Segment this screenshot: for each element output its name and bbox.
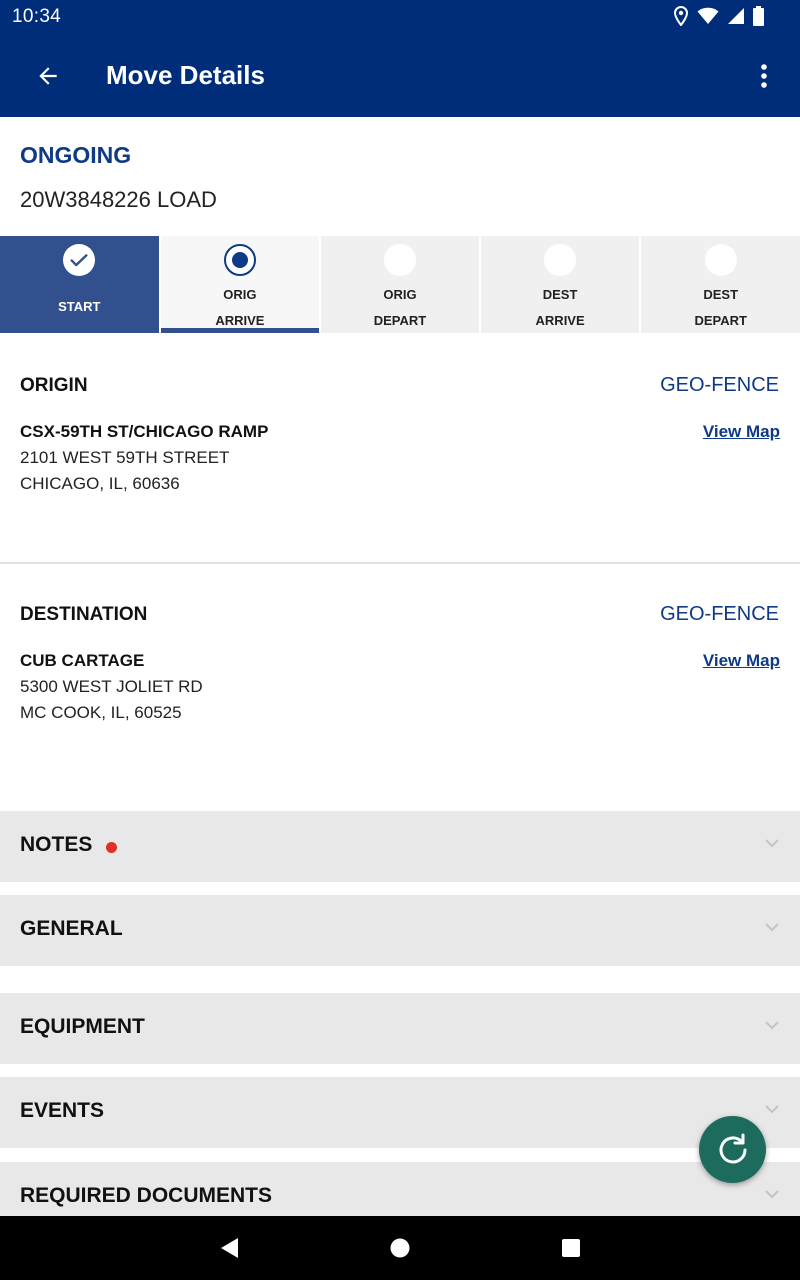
accordion-label: EQUIPMENT	[20, 1015, 145, 1038]
step-label: ORIG	[223, 287, 257, 302]
status-icons	[673, 6, 764, 31]
origin-view-map-link[interactable]: View Map	[702, 422, 780, 441]
radio-empty-icon	[705, 244, 737, 276]
signal-icon	[727, 7, 745, 30]
checkmark-icon	[63, 244, 95, 276]
more-vertical-icon	[760, 63, 768, 89]
step-label: ORIG	[383, 287, 417, 302]
step-label: DEST	[703, 287, 739, 302]
load-number: 20W3848226 LOAD	[20, 187, 217, 212]
progress-stepper	[0, 236, 800, 333]
radio-empty-icon	[544, 244, 576, 276]
destination-name: CUB CARTAGE	[20, 651, 145, 670]
accordion-label: EVENTS	[20, 1099, 105, 1122]
step-sublabel: DEPART	[694, 313, 747, 328]
step-dest-arrive[interactable]	[481, 236, 640, 333]
chevron-down-icon	[764, 835, 780, 851]
step-dest-depart[interactable]	[641, 236, 800, 333]
step-sublabel: ARRIVE	[215, 313, 265, 328]
app-bar	[0, 32, 800, 117]
accordion-notes[interactable]	[0, 811, 800, 882]
origin-geo-fence-button[interactable]: GEO-FENCE	[660, 374, 779, 396]
chevron-down-icon	[764, 919, 780, 935]
triangle-back-icon	[218, 1236, 240, 1260]
unread-indicator	[106, 842, 117, 853]
origin-address-line1: 2101 WEST 59TH STREET	[20, 448, 230, 467]
destination-heading: DESTINATION	[20, 604, 148, 625]
step-sublabel: DEPART	[373, 313, 427, 328]
destination-geo-fence-button[interactable]: GEO-FENCE	[660, 603, 779, 625]
refresh-icon	[712, 1129, 754, 1171]
arrow-left-icon	[35, 63, 61, 89]
refresh-button[interactable]	[699, 1116, 766, 1183]
more-options-button[interactable]	[754, 58, 774, 94]
step-label: START	[58, 299, 101, 314]
step-sublabel: ARRIVE	[535, 313, 585, 328]
destination-section	[0, 564, 800, 810]
destination-address-line2: MC COOK, IL, 60525	[20, 703, 182, 722]
destination-view-map-link[interactable]: View Map	[702, 651, 780, 670]
battery-icon	[753, 6, 764, 31]
accordion-label: REQUIRED DOCUMENTS	[20, 1184, 273, 1207]
step-label: DEST	[542, 287, 578, 302]
nav-back-button[interactable]	[215, 1234, 243, 1262]
nav-home-button[interactable]	[386, 1234, 414, 1262]
origin-name: CSX-59TH ST/CHICAGO RAMP	[20, 422, 269, 441]
back-button[interactable]	[30, 58, 66, 94]
wifi-icon	[697, 7, 719, 30]
system-nav-bar	[0, 1216, 800, 1280]
step-start[interactable]	[0, 236, 159, 333]
page-title: Move Details	[106, 60, 265, 90]
status-bar	[0, 0, 800, 32]
radio-empty-icon	[384, 244, 416, 276]
step-orig-depart[interactable]	[321, 236, 479, 333]
location-icon	[673, 6, 689, 31]
destination-address-line1: 5300 WEST JOLIET RD	[20, 677, 203, 696]
square-recents-icon	[561, 1238, 581, 1258]
origin-section	[0, 333, 800, 562]
accordion-events[interactable]	[0, 1077, 800, 1148]
accordion-general[interactable]	[0, 895, 800, 966]
accordion-equipment[interactable]	[0, 993, 800, 1064]
move-status: ONGOING	[20, 142, 132, 168]
origin-address-line2: CHICAGO, IL, 60636	[20, 474, 180, 493]
radio-selected-icon	[224, 244, 256, 276]
chevron-down-icon	[764, 1186, 780, 1202]
step-orig-arrive[interactable]	[161, 236, 320, 333]
chevron-down-icon	[764, 1017, 780, 1033]
origin-heading: ORIGIN	[20, 375, 88, 396]
nav-recents-button[interactable]	[557, 1234, 585, 1262]
chevron-down-icon	[764, 1101, 780, 1117]
accordion-label: GENERAL	[20, 917, 123, 940]
status-time: 10:34	[12, 6, 62, 27]
accordion-label: NOTES	[20, 833, 93, 856]
circle-home-icon	[389, 1237, 411, 1259]
